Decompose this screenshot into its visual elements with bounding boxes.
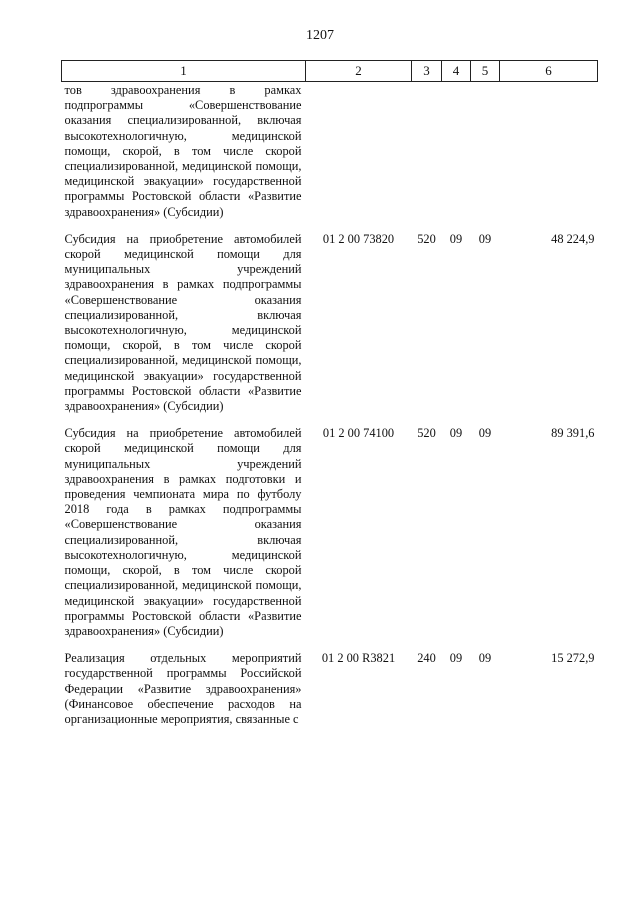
table-row (62, 424, 598, 649)
row-pr: 09 (478, 231, 492, 246)
row-rz: 09 (449, 231, 463, 246)
row-rz: 09 (449, 651, 463, 666)
row-vr: 520 (417, 426, 436, 441)
row-description: тов здравоохранения в рамках подпрограммы «Совершенствование оказания специализированной, включая высокотехнологичную, медицинской помощи, скорой, в том числе скорой специализированной, медицинской помощи, медицинской эвакуации» государственной программы Ростовской области «Развитие здравоохранения» (Субсидии) (64, 83, 302, 219)
row-code: 01 2 00 73820 (322, 231, 395, 246)
row-description: Реализация отдельных мероприятий государственной программы Российской Федерации «Развитие здравоохранения» (Финансовое обеспечение расходов на организационные мероприятия, связанные с (64, 651, 302, 726)
header-col-4: 4 (442, 61, 471, 82)
header-col-5: 5 (471, 61, 500, 82)
row-pr (471, 82, 500, 230)
row-code (306, 82, 412, 230)
table-row (62, 230, 598, 424)
row-sum: 48 224,9 (551, 231, 595, 246)
table-header-row (62, 61, 598, 82)
header-col-6: 6 (500, 61, 598, 82)
table-row (62, 82, 598, 230)
page-number: 1207 (306, 28, 334, 43)
header-col-1: 1 (62, 61, 306, 82)
row-sum: 89 391,6 (551, 426, 595, 441)
row-pr: 09 (478, 651, 492, 666)
row-pr: 09 (478, 426, 492, 441)
row-rz: 09 (449, 426, 463, 441)
row-description: Субсидия на приобретение автомобилей скорой медицинской помощи для муниципальных учреждений здравоохранения в рамках подготовки и проведения чемпионата мира по футболу 2018 года в рамках подпрограммы «Совершенствование оказания специализированной, включая высокотехнологичную, медицинской помощи, скорой, в том числе скорой специализированной, медицинской помощи, медицинской эвакуации» государственной программы Ростовской области «Развитие здравоохранения» (Субсидии) (64, 426, 302, 638)
row-code: 01 2 00 74100 (322, 426, 395, 441)
header-col-3: 3 (412, 61, 442, 82)
header-col-2: 2 (306, 61, 412, 82)
row-vr: 240 (417, 651, 436, 666)
table-row (62, 649, 598, 737)
row-vr: 520 (417, 231, 436, 246)
row-code: 01 2 00 R3821 (321, 651, 396, 666)
row-vr (412, 82, 442, 230)
row-description: Субсидия на приобретение автомобилей скорой медицинской помощи для муниципальных учреждений здравоохранения в рамках подпрограммы «Совершенствование оказания специализированной, включая высокотехнологичную, медицинской помощи, скорой, в том числе скорой специализированной, медицинской помощи, медицинской эвакуации» государственной программы Ростовской области «Развитие здравоохранения» (Субсидии) (64, 231, 302, 414)
budget-table (61, 60, 598, 737)
row-sum: 15 272,9 (551, 651, 595, 666)
row-rz (442, 82, 471, 230)
row-sum (500, 82, 598, 230)
